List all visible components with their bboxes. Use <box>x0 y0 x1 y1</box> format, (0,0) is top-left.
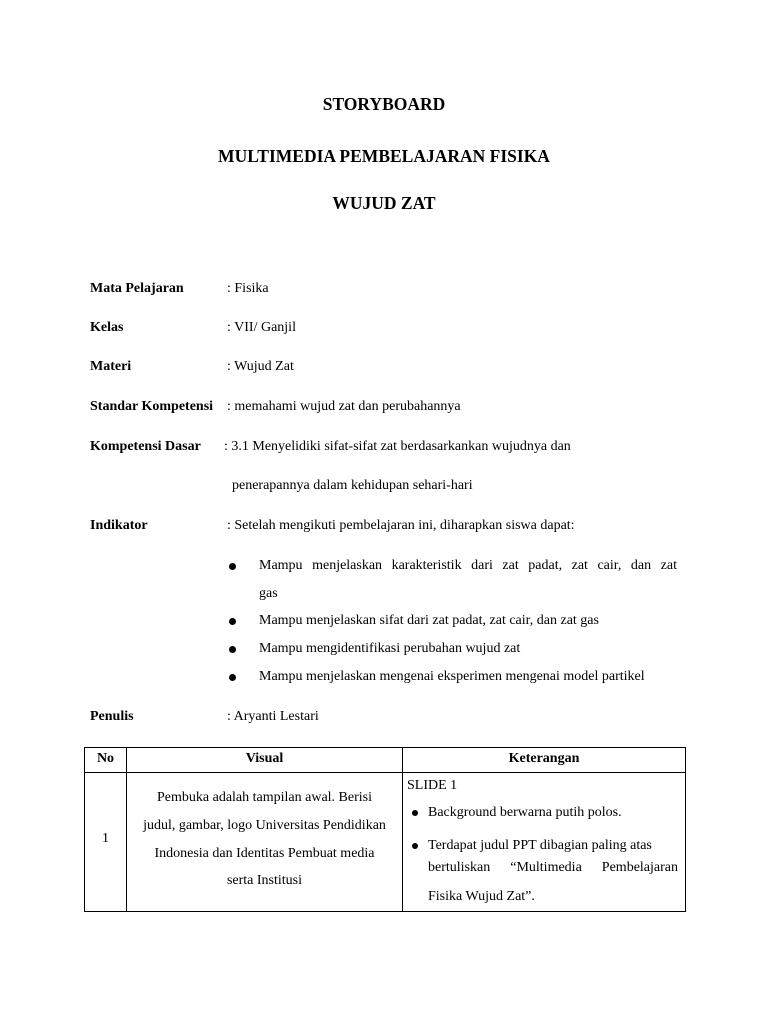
table-header-visual: Visual <box>245 751 284 766</box>
value-materi: : Wujud Zat <box>227 359 294 374</box>
table-header-divider <box>85 772 685 773</box>
doc-topic: WUJUD ZAT <box>332 193 436 213</box>
indikator-item: Mampu mengidentifikasi perubahan wujud zat <box>259 641 521 656</box>
keterangan-item: Background berwarna putih polos. <box>428 805 622 820</box>
value-standar-kompetensi: : memahami wujud zat dan perubahannya <box>227 399 461 414</box>
label-indikator: Indikator <box>90 518 148 533</box>
label-materi: Materi <box>90 359 132 374</box>
value-penulis: : Aryanti Lestari <box>227 709 319 724</box>
visual-text-line: Pembuka adalah tampilan awal. Berisi <box>157 790 372 805</box>
keterangan-item-continuation: bertuliskan “Multimedia Pembelajaran <box>428 860 678 875</box>
indikator-item: Mampu menjelaskan mengenai eksperimen mengenai model partikel <box>259 669 645 684</box>
bullet-icon <box>229 563 236 570</box>
table-header-no: No <box>96 751 115 766</box>
doc-subtitle: MULTIMEDIA PEMBELAJARAN FISIKA <box>218 146 550 166</box>
table-header-keterangan: Keterangan <box>508 751 580 766</box>
keterangan-item: Terdapat judul PPT dibagian paling atas <box>428 838 652 853</box>
label-kelas: Kelas <box>90 320 124 335</box>
value-indikator: : Setelah mengikuti pembelajaran ini, diharapkan siswa dapat: <box>227 518 575 533</box>
visual-text-line: serta Institusi <box>226 873 303 888</box>
storyboard-table <box>84 747 686 912</box>
doc-title: STORYBOARD <box>322 94 446 114</box>
value-kompetensi-dasar-line2: penerapannya dalam kehidupan sehari-hari <box>232 478 473 493</box>
bullet-icon <box>229 618 236 625</box>
keterangan-item-continuation: Fisika Wujud Zat”. <box>428 889 535 904</box>
value-kelas: : VII/ Ganjil <box>227 320 296 335</box>
bullet-icon <box>412 810 418 816</box>
bullet-icon <box>229 646 236 653</box>
label-kompetensi-dasar: Kompetensi Dasar <box>90 439 201 454</box>
visual-text-line: judul, gambar, logo Universitas Pendidikan <box>143 818 386 833</box>
label-standar-kompetensi: Standar Kompetensi <box>90 399 214 414</box>
label-mata-pelajaran: Mata Pelajaran <box>90 281 184 296</box>
value-kompetensi-dasar-line1: : 3.1 Menyelidiki sifat-sifat zat berdasarkankan wujudnya dan <box>224 439 571 454</box>
indikator-item-continuation: gas <box>259 586 278 601</box>
bullet-icon <box>229 674 236 681</box>
indikator-item: Mampu menjelaskan sifat dari zat padat, zat cair, dan zat gas <box>259 613 599 628</box>
label-penulis: Penulis <box>90 709 134 724</box>
row-number: 1 <box>102 831 109 846</box>
value-mata-pelajaran: : Fisika <box>227 281 269 296</box>
indikator-item: Mampu menjelaskan karakteristik dari zat padat, zat cair, dan zat <box>259 558 677 573</box>
bullet-icon <box>412 843 418 849</box>
slide-label: SLIDE 1 <box>407 778 458 793</box>
visual-text-line: Indonesia dan Identitas Pembuat media <box>154 846 375 861</box>
